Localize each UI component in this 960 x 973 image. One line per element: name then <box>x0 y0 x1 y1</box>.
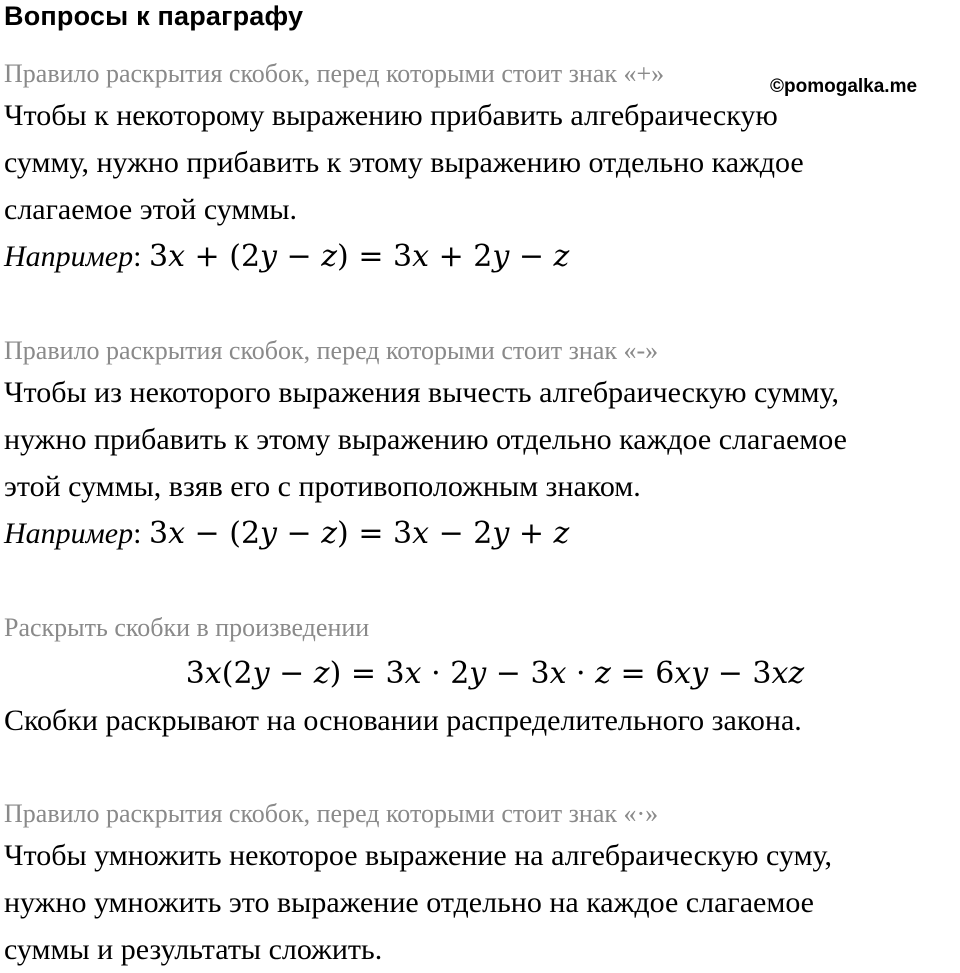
text-line: нужно умножить это выражение отдельно на каждое слагаемое <box>4 886 814 919</box>
section-plus-rule <box>4 58 960 280</box>
example-formula: 3x + (2y − z) = 3x + 2y − z <box>148 239 570 274</box>
rule-title: Правило раскрытия скобок, перед которыми стоит знак «+» <box>4 59 665 88</box>
page-title: Вопросы к параграфу <box>4 1 304 31</box>
rule-text <box>4 832 960 973</box>
rule-text <box>4 369 960 510</box>
example: Например: 3x − (2y − z) = 3x − 2y + z <box>4 516 570 551</box>
text-line: Чтобы из некоторого выражения вычесть алгебраическую сумму, <box>4 376 840 409</box>
example-label: Например <box>4 517 134 550</box>
text-line: суммы и результаты сложить. <box>4 933 383 966</box>
product-formula: 3x(2y − z) = 3x · 2y − 3x · z = 6xy − 3xz <box>185 656 805 691</box>
section-multiply-rule <box>4 798 960 973</box>
text-line: Чтобы умножить некоторое выражение на алгебраическую суму, <box>4 839 833 872</box>
text-line: нужно прибавить к этому выражению отдельно каждое слагаемое <box>4 423 847 456</box>
example: Например: 3x + (2y − z) = 3x + 2y − z <box>4 239 570 274</box>
rule-title: Раскрыть скобки в произведении <box>4 613 370 642</box>
rule-title: Правило раскрытия скобок, перед которыми стоит знак «·» <box>4 799 659 828</box>
section-product-rule <box>4 612 960 644</box>
rule-text <box>4 697 960 744</box>
rule-title: Правило раскрытия скобок, перед которыми стоит знак «-» <box>4 336 659 365</box>
section-product-text <box>4 697 960 744</box>
watermark: ©pomogalka.me <box>770 76 918 97</box>
text-line: Скобки раскрывают на основании распределительного закона. <box>4 704 802 737</box>
text-line: Чтобы к некоторому выражению прибавить алгебраическую <box>4 99 778 132</box>
section-minus-rule <box>4 335 960 557</box>
example-formula: 3x − (2y − z) = 3x − 2y + z <box>148 516 570 551</box>
text-line: слагаемое этой суммы. <box>4 193 297 226</box>
rule-text <box>4 92 960 233</box>
text-line: сумму, нужно прибавить к этому выражению отдельно каждое <box>4 146 804 179</box>
example-label: Например <box>4 240 134 273</box>
text-line: этой суммы, взяв его с противоположным знаком. <box>4 470 641 503</box>
